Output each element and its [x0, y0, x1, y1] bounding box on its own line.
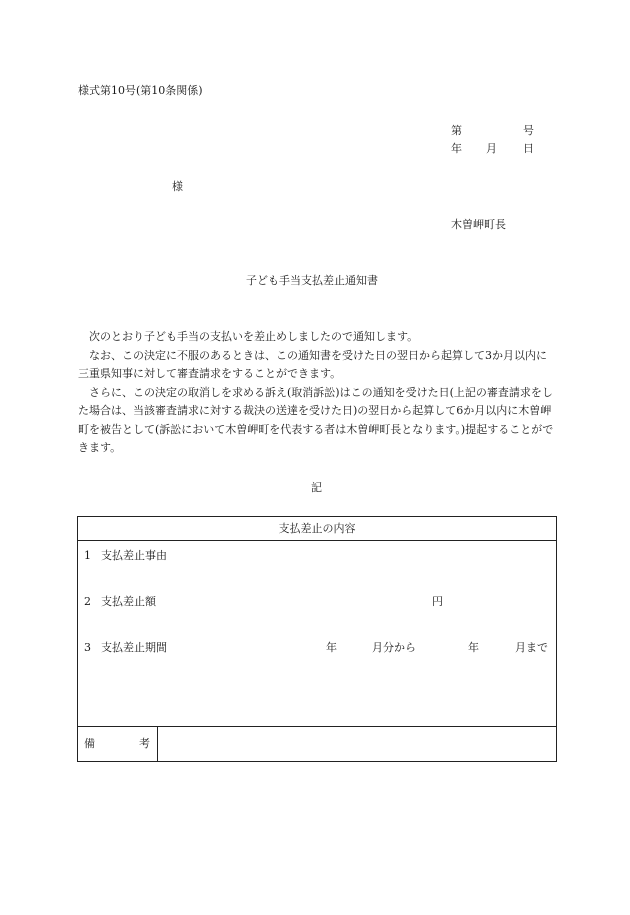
- body-paragraph: 次のとおり子ども手当の支払いを差止めしましたので通知します。: [89, 330, 419, 343]
- notes-row: [78, 726, 556, 761]
- body-text: [78, 328, 556, 458]
- date-month: 月: [486, 142, 497, 155]
- item-3-to-year: 年: [468, 641, 479, 654]
- ki-label: 記: [311, 481, 322, 494]
- date-year: 年: [451, 142, 462, 155]
- item-3-from-month: 月分から: [372, 641, 416, 654]
- doc-number-suffix: 号: [523, 124, 534, 137]
- notes-divider: [157, 727, 158, 761]
- details-table: [77, 516, 557, 762]
- doc-number-prefix: 第: [451, 124, 462, 137]
- item-2-unit: 円: [432, 595, 443, 608]
- issuer: 木曽岬町長: [451, 218, 506, 231]
- table-header: 支払差止の内容: [78, 517, 556, 541]
- date-day: 日: [523, 142, 534, 155]
- document-title: 子ども手当支払差止通知書: [246, 274, 378, 287]
- body-paragraph: なお、この決定に不服のあるときは、この通知書を受けた日の翌日から起算して3か月以内に三重県知事に対して審査請求をすることができます。: [78, 348, 547, 380]
- item-2-number: 2: [84, 595, 91, 608]
- item-3-to-month: 月まで: [515, 641, 548, 654]
- notes-label: 備 考: [84, 737, 150, 750]
- item-3-number: 3: [84, 641, 91, 654]
- item-3-from-year: 年: [326, 641, 337, 654]
- form-id: 様式第10号(第10条関係): [78, 84, 203, 97]
- item-3-label: 支払差止期間: [101, 641, 167, 654]
- item-1-number: 1: [84, 549, 91, 562]
- item-2-label: 支払差止額: [101, 595, 156, 608]
- addressee-honorific: 様: [172, 180, 183, 193]
- body-paragraph: さらに、この決定の取消しを求める訴え(取消訴訟)はこの通知を受けた日(上記の審査請求をした場合は、当該審査請求に対する裁決の送達を受けた日)の翌日から起算して6か月以内に木曽岬町を被告として(訴訟において木曽岬町を代表する者は木曽岬町長となります。)提起することができます。: [78, 385, 554, 454]
- item-1-label: 支払差止事由: [101, 549, 167, 562]
